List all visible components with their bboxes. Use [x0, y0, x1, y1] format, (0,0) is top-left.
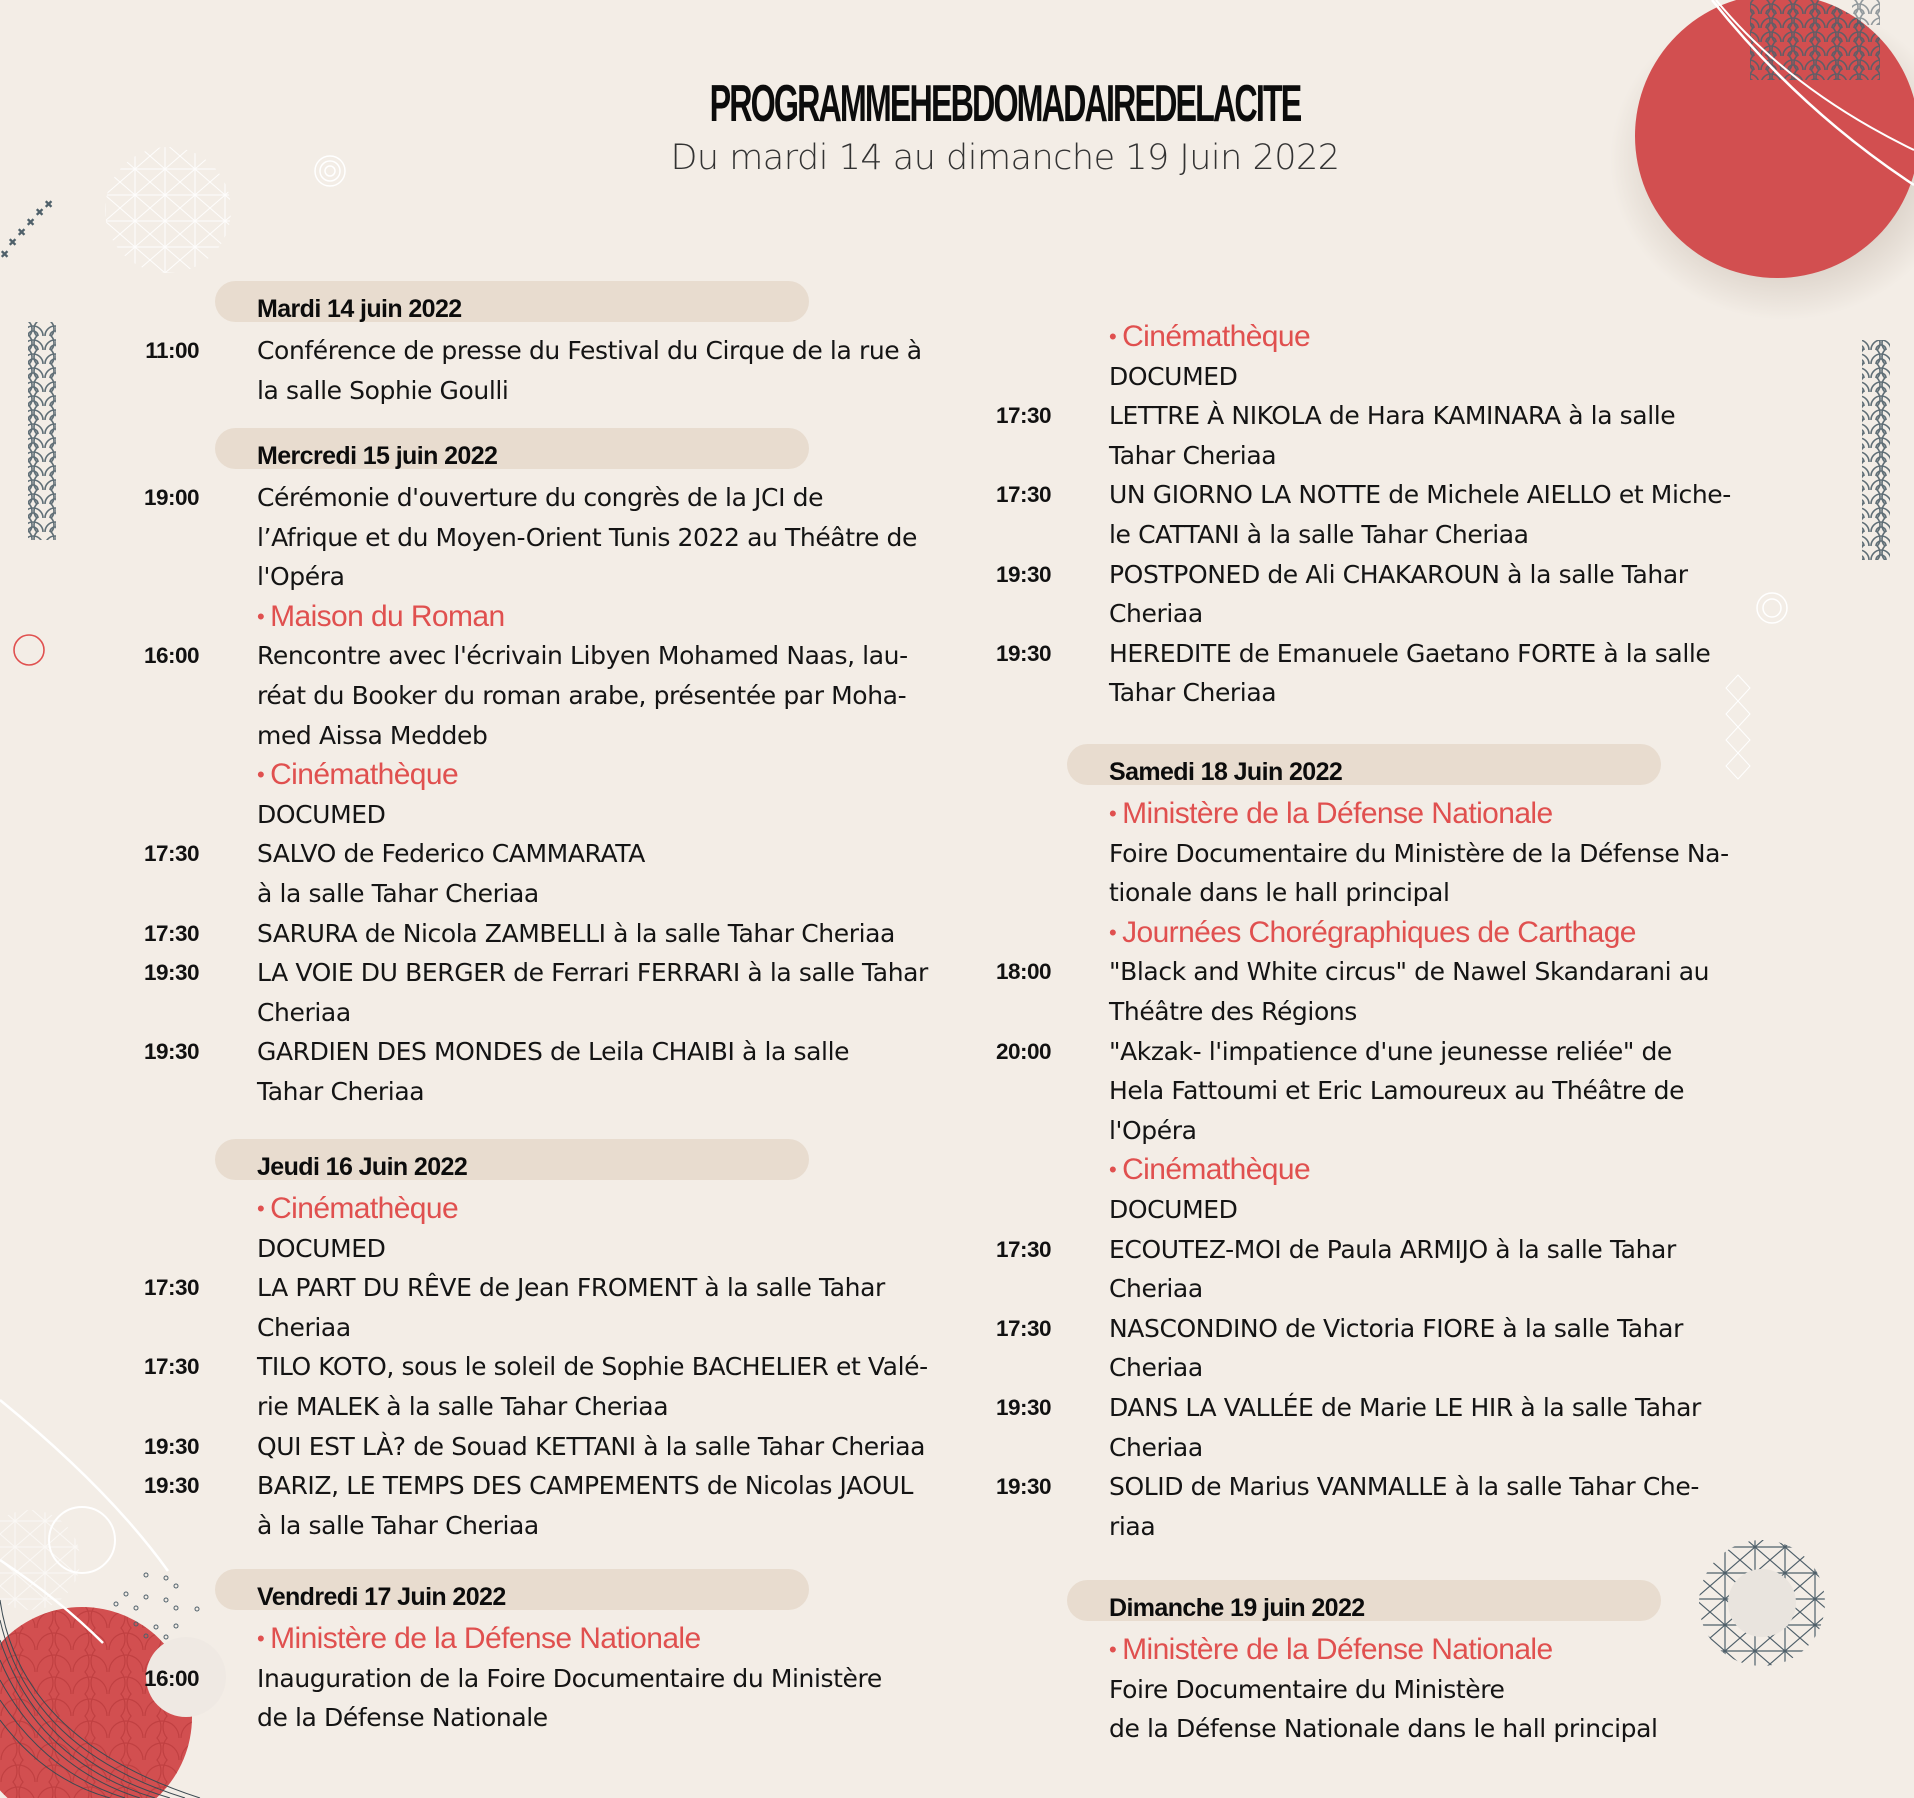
event-text: l'Opéra: [257, 562, 345, 592]
event-text: le CATTANI à la salle Tahar Cheriaa: [1109, 519, 1529, 549]
event-line: [143, 1466, 1055, 1506]
event-line: [995, 634, 1907, 674]
event-line: [995, 396, 1907, 436]
event-text: QUI EST LÀ? de Souad KETTANI à la salle Tahar Cheriaa: [257, 1431, 926, 1461]
event-text: LA PART DU RÊVE de Jean FROMENT à la salle Tahar: [257, 1273, 885, 1303]
pattern-circle: [0, 1510, 80, 1610]
page-title: PROGRAMMEHEBDOMADAIREDELACITE: [709, 75, 1301, 133]
event-text: Cheriaa: [257, 1312, 351, 1342]
event-text: Conférence de presse du Festival du Cirque de la rue à: [257, 336, 922, 365]
venue-heading: [215, 597, 1055, 637]
venue-label: [257, 755, 458, 795]
event-text: Cheriaa: [1109, 1353, 1203, 1383]
venue-label: [1109, 1630, 1553, 1670]
event-line: [215, 1072, 1055, 1112]
venue-name: Ministère de la Défense Nationale: [1122, 797, 1553, 830]
event-time: 17:30: [143, 1275, 199, 1301]
event-time: 18:00: [995, 959, 1051, 985]
svg-text:✖: ✖: [26, 216, 36, 229]
venue-heading: [1067, 1630, 1907, 1670]
event-line: [1067, 992, 1907, 1032]
bullet-icon: •: [1109, 1157, 1117, 1183]
event-time: 17:30: [995, 1236, 1051, 1262]
event-line: [995, 1388, 1907, 1428]
venue-name: Cinémathèque: [1122, 320, 1311, 353]
event-list: [143, 1619, 1055, 1738]
event-line: [215, 993, 1055, 1033]
event-time: 20:00: [995, 1038, 1051, 1064]
venue-name: Cinémathèque: [270, 1192, 459, 1225]
event-text: tionale dans le hall principal: [1109, 878, 1450, 908]
event-time: 17:30: [995, 482, 1051, 508]
event-line: [143, 1347, 1055, 1387]
venue-name: Maison du Roman: [270, 599, 505, 633]
event-text: ECOUTEZ-MOI de Paula ARMIJO à la salle Tahar: [1109, 1234, 1676, 1264]
event-line: [143, 478, 1055, 518]
event-text: Théâtre des Régions: [1109, 996, 1357, 1026]
cross-dots: [0, 198, 53, 261]
venue-label: [1109, 913, 1636, 953]
event-text: Cérémonie d'ouverture du congrès de la JCI de: [257, 483, 824, 512]
event-text: Foire Documentaire du Ministère: [1109, 1674, 1505, 1704]
event-line: [1067, 436, 1907, 476]
wave-column-left: [28, 322, 56, 540]
event-time: 17:30: [995, 1315, 1051, 1341]
event-text: DANS LA VALLÉE de Marie LE HIR à la salle Tahar: [1109, 1392, 1701, 1422]
event-line: [145, 331, 1055, 371]
event-time: 19:30: [143, 960, 199, 986]
event-text: med Aissa Meddeb: [257, 720, 488, 750]
event-line: [995, 1467, 1907, 1507]
event-line: [215, 1387, 1055, 1427]
venue-label: [1109, 1150, 1310, 1190]
bullet-icon: •: [1109, 1637, 1117, 1662]
bullet-icon: •: [1109, 919, 1117, 945]
day-heading: Vendredi 17 Juin 2022: [257, 1583, 506, 1611]
event-time: 19:30: [143, 1473, 199, 1499]
event-text: HEREDITE de Emanuele Gaetano FORTE à la salle: [1109, 638, 1711, 668]
venue-label: [1109, 317, 1310, 357]
event-line: [143, 953, 1055, 993]
event-time: 19:00: [143, 485, 199, 510]
event-text: l’Afrique et du Moyen-Orient Tunis 2022 au Théâtre de: [257, 522, 917, 552]
event-line: [1067, 515, 1907, 555]
svg-text:✖: ✖: [35, 206, 45, 219]
event-time: 17:30: [143, 1354, 199, 1380]
venue-name: Ministère de la Défense Nationale: [1122, 1633, 1553, 1666]
event-list: [145, 331, 1055, 410]
event-list: [995, 317, 1907, 713]
bullet-icon: •: [257, 603, 265, 629]
event-text: DOCUMED: [257, 1233, 386, 1263]
bullet-icon: •: [257, 1626, 265, 1651]
venue-heading: [215, 755, 1055, 795]
event-line: [143, 1427, 1055, 1467]
event-line: [995, 475, 1907, 515]
event-line: [1067, 357, 1907, 397]
venue-heading: [215, 1619, 1055, 1659]
event-line: [215, 1506, 1055, 1546]
event-line: [1067, 1071, 1907, 1111]
venue-name: Cinémathèque: [1122, 1153, 1311, 1187]
event-line: [215, 1229, 1055, 1269]
event-line: [215, 874, 1055, 914]
bullet-icon: •: [1109, 324, 1117, 349]
event-list: [1067, 1630, 1907, 1749]
event-line: [1067, 673, 1907, 713]
event-line: [1067, 1709, 1907, 1749]
event-text: riaa: [1109, 1511, 1156, 1541]
event-text: Tahar Cheriaa: [1109, 678, 1277, 708]
venue-name: Journées Chorégraphiques de Carthage: [1122, 915, 1636, 949]
event-text: DOCUMED: [257, 799, 386, 829]
event-line: [143, 1659, 1055, 1699]
event-line: [215, 371, 1055, 411]
venue-name: Cinémathèque: [270, 758, 459, 792]
venue-heading: [215, 1189, 1055, 1229]
event-line: [995, 555, 1907, 595]
event-line: [215, 1308, 1055, 1348]
event-time: 16:00: [143, 1665, 199, 1691]
event-text: Cheriaa: [257, 997, 351, 1027]
event-text: réat du Booker du roman arabe, présentée par Moha-: [257, 680, 907, 710]
event-text: Hela Fattoumi et Eric Lamoureux au Théâtre de: [1109, 1076, 1685, 1106]
event-time: 11:00: [145, 338, 199, 363]
event-line: [1067, 594, 1907, 634]
svg-text:✖: ✖: [44, 198, 54, 211]
event-text: POSTPONED de Ali CHAKAROUN à la salle Tahar: [1109, 559, 1688, 589]
event-line: [995, 952, 1907, 992]
event-time: 19:30: [995, 1474, 1051, 1500]
event-text: Rencontre avec l'écrivain Libyen Mohamed Naas, lau-: [257, 641, 908, 671]
event-time: 19:30: [143, 1039, 199, 1065]
wave-pattern: [1852, 0, 1880, 25]
day-heading: Mercredi 15 juin 2022: [257, 442, 498, 470]
event-line: [143, 1268, 1055, 1308]
venue-heading: [1067, 794, 1907, 834]
event-line: [215, 795, 1055, 835]
event-line: [215, 1698, 1055, 1738]
event-text: à la salle Tahar Cheriaa: [257, 878, 539, 908]
event-line: [1067, 834, 1907, 874]
bullet-icon: •: [1109, 801, 1117, 826]
event-text: SARURA de Nicola ZAMBELLI à la salle Tahar Cheriaa: [257, 918, 895, 948]
event-line: [1067, 873, 1907, 913]
venue-label: [257, 597, 505, 637]
event-text: de la Défense Nationale dans le hall principal: [1109, 1714, 1658, 1744]
event-line: [143, 636, 1055, 676]
event-line: [215, 716, 1055, 756]
venue-heading: [1067, 1150, 1907, 1190]
event-line: [1067, 1507, 1907, 1547]
event-text: DOCUMED: [1109, 1194, 1238, 1224]
venue-label: [1109, 794, 1553, 834]
event-text: Tahar Cheriaa: [1109, 440, 1277, 470]
event-time: 19:30: [995, 561, 1051, 587]
event-text: de la Défense Nationale: [257, 1703, 548, 1733]
event-line: [995, 1309, 1907, 1349]
event-line: [1067, 1348, 1907, 1388]
event-line: [995, 1230, 1907, 1270]
event-line: [1067, 1269, 1907, 1309]
event-text: "Black and White circus" de Nawel Skandarani au: [1109, 957, 1710, 987]
event-line: [1067, 1670, 1907, 1710]
event-time: 19:30: [995, 640, 1051, 666]
event-text: LA VOIE DU BERGER de Ferrari FERRARI à la salle Tahar: [257, 958, 928, 988]
event-text: NASCONDINO de Victoria FIORE à la salle Tahar: [1109, 1313, 1683, 1343]
event-text: SALVO de Federico CAMMARATA: [257, 839, 645, 869]
event-list: [143, 478, 1055, 1112]
bullet-icon: •: [257, 1196, 265, 1221]
venue-heading: [1067, 317, 1907, 357]
event-text: UN GIORNO LA NOTTE de Michele AIELLO et Miche-: [1109, 480, 1731, 510]
svg-text:✖: ✖: [8, 236, 18, 249]
event-text: GARDIEN DES MONDES de Leila CHAIBI à la salle: [257, 1037, 850, 1067]
day-heading: Samedi 18 Juin 2022: [1109, 758, 1343, 786]
event-text: Cheriaa: [1109, 1274, 1203, 1304]
event-list: [995, 794, 1907, 1546]
venue-name: Ministère de la Défense Nationale: [270, 1622, 701, 1655]
event-text: à la salle Tahar Cheriaa: [257, 1510, 539, 1540]
event-text: LETTRE À NIKOLA de Hara KAMINARA à la salle: [1109, 401, 1676, 431]
event-list: [143, 1189, 1055, 1545]
event-line: [1067, 1190, 1907, 1230]
event-line: [995, 1032, 1907, 1072]
event-time: 17:30: [995, 403, 1051, 429]
venue-label: [257, 1189, 458, 1229]
event-text: DOCUMED: [1109, 361, 1238, 391]
day-heading: Jeudi 16 Juin 2022: [257, 1153, 468, 1181]
event-text: "Akzak- l'impatience d'une jeunesse reliée" de: [1109, 1036, 1672, 1066]
event-text: SOLID de Marius VANMALLE à la salle Tahar Che-: [1109, 1472, 1699, 1502]
venue-heading: [1067, 913, 1907, 953]
venue-label: [257, 1619, 701, 1659]
bullet-icon: •: [257, 762, 265, 788]
svg-text:✖: ✖: [17, 226, 27, 239]
event-text: Cheriaa: [1109, 1432, 1203, 1462]
event-line: [215, 557, 1055, 597]
event-line: [1067, 1428, 1907, 1468]
event-line: [143, 834, 1055, 874]
event-text: Inauguration de la Foire Documentaire du Ministère: [257, 1663, 882, 1693]
event-time: 19:30: [143, 1433, 199, 1459]
event-line: [143, 1032, 1055, 1072]
event-line: [143, 914, 1055, 954]
event-text: l'Opéra: [1109, 1115, 1197, 1145]
event-text: la salle Sophie Goulli: [257, 375, 509, 405]
day-heading: Dimanche 19 juin 2022: [1109, 1594, 1365, 1622]
event-time: 17:30: [143, 841, 199, 867]
red-ring: [14, 635, 44, 665]
event-time: 17:30: [143, 920, 199, 946]
day-heading: Mardi 14 juin 2022: [257, 295, 462, 323]
event-line: [1067, 1111, 1907, 1151]
svg-text:✖: ✖: [0, 248, 10, 261]
event-line: [215, 518, 1055, 558]
event-text: Tahar Cheriaa: [257, 1076, 425, 1106]
event-text: rie MALEK à la salle Tahar Cheriaa: [257, 1391, 669, 1421]
page-subtitle: Du mardi 14 au dimanche 19 Juin 2022: [670, 138, 1340, 178]
event-text: Foire Documentaire du Ministère de la Défense Na-: [1109, 838, 1729, 868]
event-time: 19:30: [995, 1394, 1051, 1420]
event-text: Cheriaa: [1109, 599, 1203, 629]
event-text: TILO KOTO, sous le soleil de Sophie BACHELIER et Valé-: [257, 1352, 928, 1382]
event-text: BARIZ, LE TEMPS DES CAMPEMENTS de Nicolas JAOUL: [257, 1471, 914, 1501]
event-line: [215, 676, 1055, 716]
event-time: 16:00: [143, 643, 199, 669]
